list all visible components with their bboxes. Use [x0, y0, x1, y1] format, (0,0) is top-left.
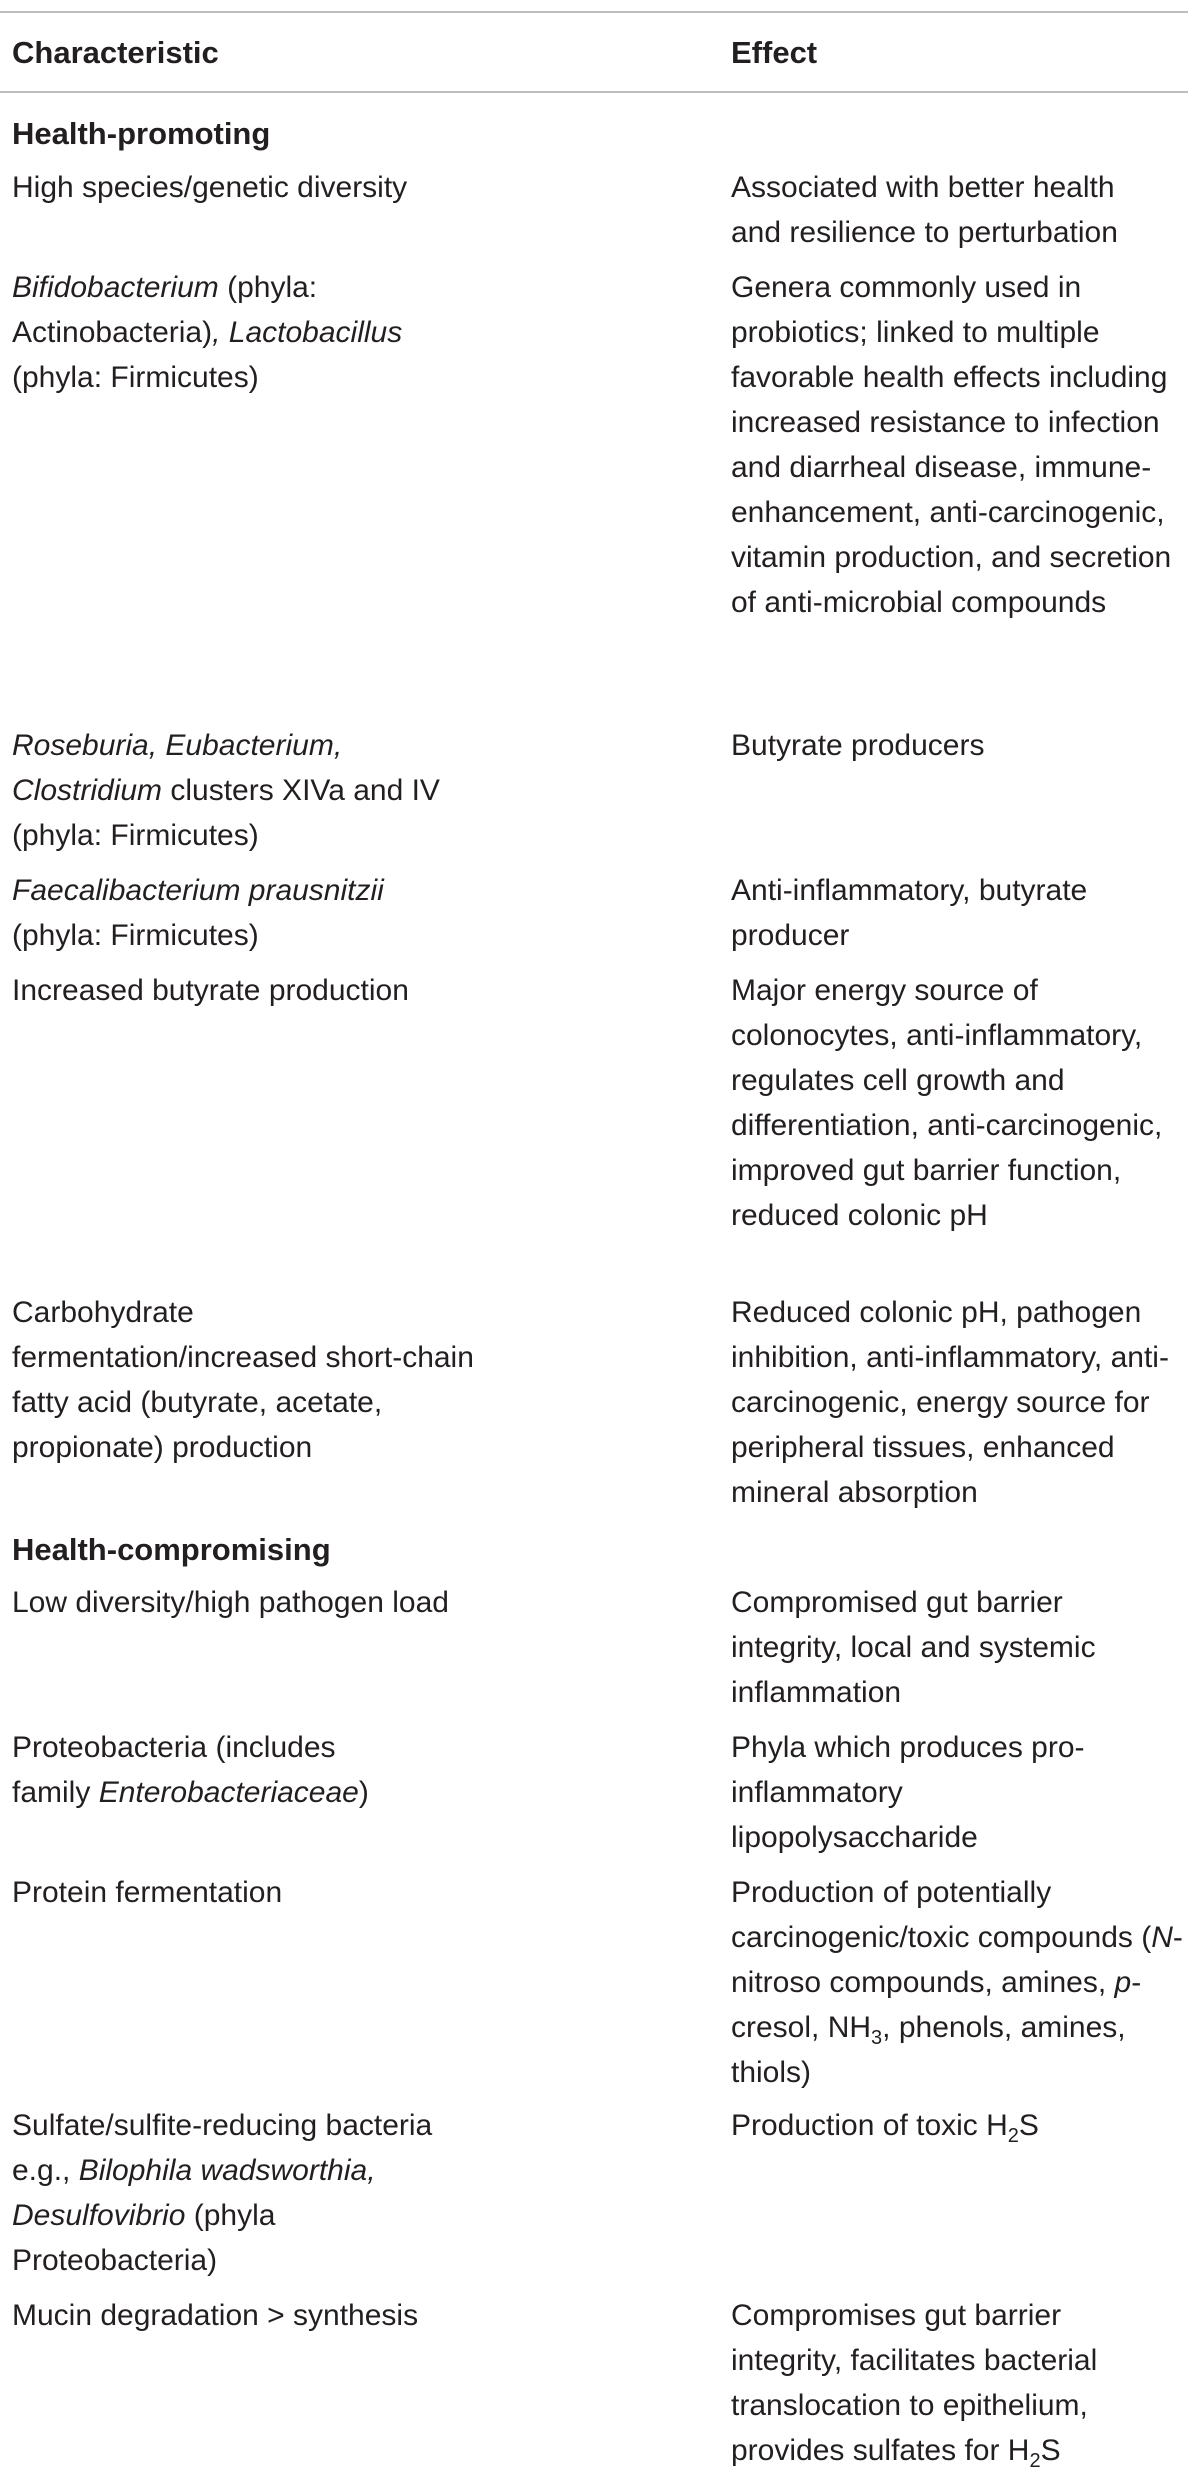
top-rule — [0, 11, 1188, 13]
text-part: , phenols, amines, thiols) — [731, 2011, 1126, 2089]
text-part: ) — [358, 1776, 369, 1809]
text-part: (phyla Proteobacteria) — [12, 2199, 276, 2277]
row-effect — [731, 2293, 1161, 2473]
row-effect: Butyrate producers — [731, 729, 985, 762]
text-part: Proteobacteria (includes family — [12, 1731, 336, 1809]
section-title-health-promoting: Health-promoting — [12, 116, 271, 151]
genus-name: Lactobacillus — [228, 316, 403, 349]
row-effect: Associated with better health and resilience to perturbation — [731, 171, 1118, 249]
text-part: p — [1114, 1966, 1132, 1999]
row-characteristic: Low diversity/high pathogen load — [12, 1586, 449, 1619]
section-title-health-compromising: Health-compromising — [12, 1532, 331, 1567]
text-part: -nitroso compounds, amines, — [731, 1921, 1183, 1999]
text-part: clusters XIVa and IV (phyla: Firmicutes) — [12, 774, 440, 852]
header-rule — [0, 91, 1188, 93]
column-header-characteristic: Characteristic — [12, 35, 219, 70]
species-name: Faecalibacterium prausnitzii — [12, 874, 384, 907]
text-part: -cresol, NH — [731, 1966, 1142, 2044]
row-effect: Reduced colonic pH, pathogen inhibition, anti-inflammatory, anti-carcinogenic, energy source for peripheral tissues, enhanced mineral absorption — [731, 1296, 1169, 1509]
text-part: Sulfate/sulfite-reducing bacteria e.g., — [12, 2109, 433, 2187]
row-characteristic: High species/genetic diversity — [12, 171, 408, 204]
column-header-effect: Effect — [731, 35, 818, 70]
text-part: S — [1040, 2434, 1061, 2467]
text-part: Compromises gut barrier integrity, facilitates bacterial translocation to epithelium, provides sulfates for H — [731, 2299, 1098, 2467]
text-part: , — [212, 316, 229, 349]
row-effect — [731, 1870, 1200, 2095]
row-characteristic — [12, 868, 442, 958]
subscript: 3 — [871, 2027, 883, 2049]
text-part: N — [1151, 1921, 1173, 1954]
row-effect: Phyla which produces pro-inflammatory lipopolysaccharide — [731, 1731, 1085, 1854]
row-effect: Compromised gut barrier integrity, local and systemic inflammation — [731, 1586, 1096, 1709]
row-characteristic — [12, 723, 482, 858]
row-effect: Anti-inflammatory, butyrate producer — [731, 874, 1088, 952]
row-characteristic: Increased butyrate production — [12, 974, 409, 1007]
text-part: (phyla: Actinobacteria) — [12, 271, 318, 349]
row-effect: Major energy source of colonocytes, anti-inflammatory, regulates cell growth and differentiation, anti-carcinogenic, improved gut barrier function, reduced colonic pH — [731, 974, 1163, 1232]
genus-name: Bifidobacterium — [12, 271, 219, 304]
row-characteristic: Mucin degradation > synthesis — [12, 2299, 419, 2332]
text-part: Production of toxic H — [731, 2109, 1008, 2142]
row-characteristic — [12, 265, 432, 400]
row-characteristic — [12, 2103, 482, 2283]
text-part: (phyla: Firmicutes) — [12, 361, 259, 394]
genus-name: Roseburia, Eubacterium, Clostridium — [12, 729, 343, 807]
text-part: S — [1018, 2109, 1039, 2142]
text-part: Production of potentially carcinogenic/toxic compounds ( — [731, 1876, 1152, 1954]
row-characteristic — [12, 1725, 412, 1815]
row-effect — [731, 2103, 1191, 2148]
subscript: 2 — [1007, 2125, 1019, 2147]
subscript: 2 — [1029, 2450, 1041, 2472]
family-name: Enterobacteriaceae — [98, 1776, 359, 1809]
row-characteristic: Protein fermentation — [12, 1876, 283, 1909]
row-characteristic: Carbohydrate fermentation/increased short-chain fatty acid (butyrate, acetate, propionate) production — [12, 1296, 474, 1464]
text-part: (phyla: Firmicutes) — [12, 919, 259, 952]
genus-name: Bilophila wadsworthia, Desulfovibrio — [12, 2154, 376, 2232]
row-effect: Genera commonly used in probiotics; linked to multiple favorable health effects including increased resistance to infection and diarrheal disease, immune-enhancement, anti-carcinogenic, vitamin production, and secretion of anti-microbial compounds — [731, 271, 1172, 619]
